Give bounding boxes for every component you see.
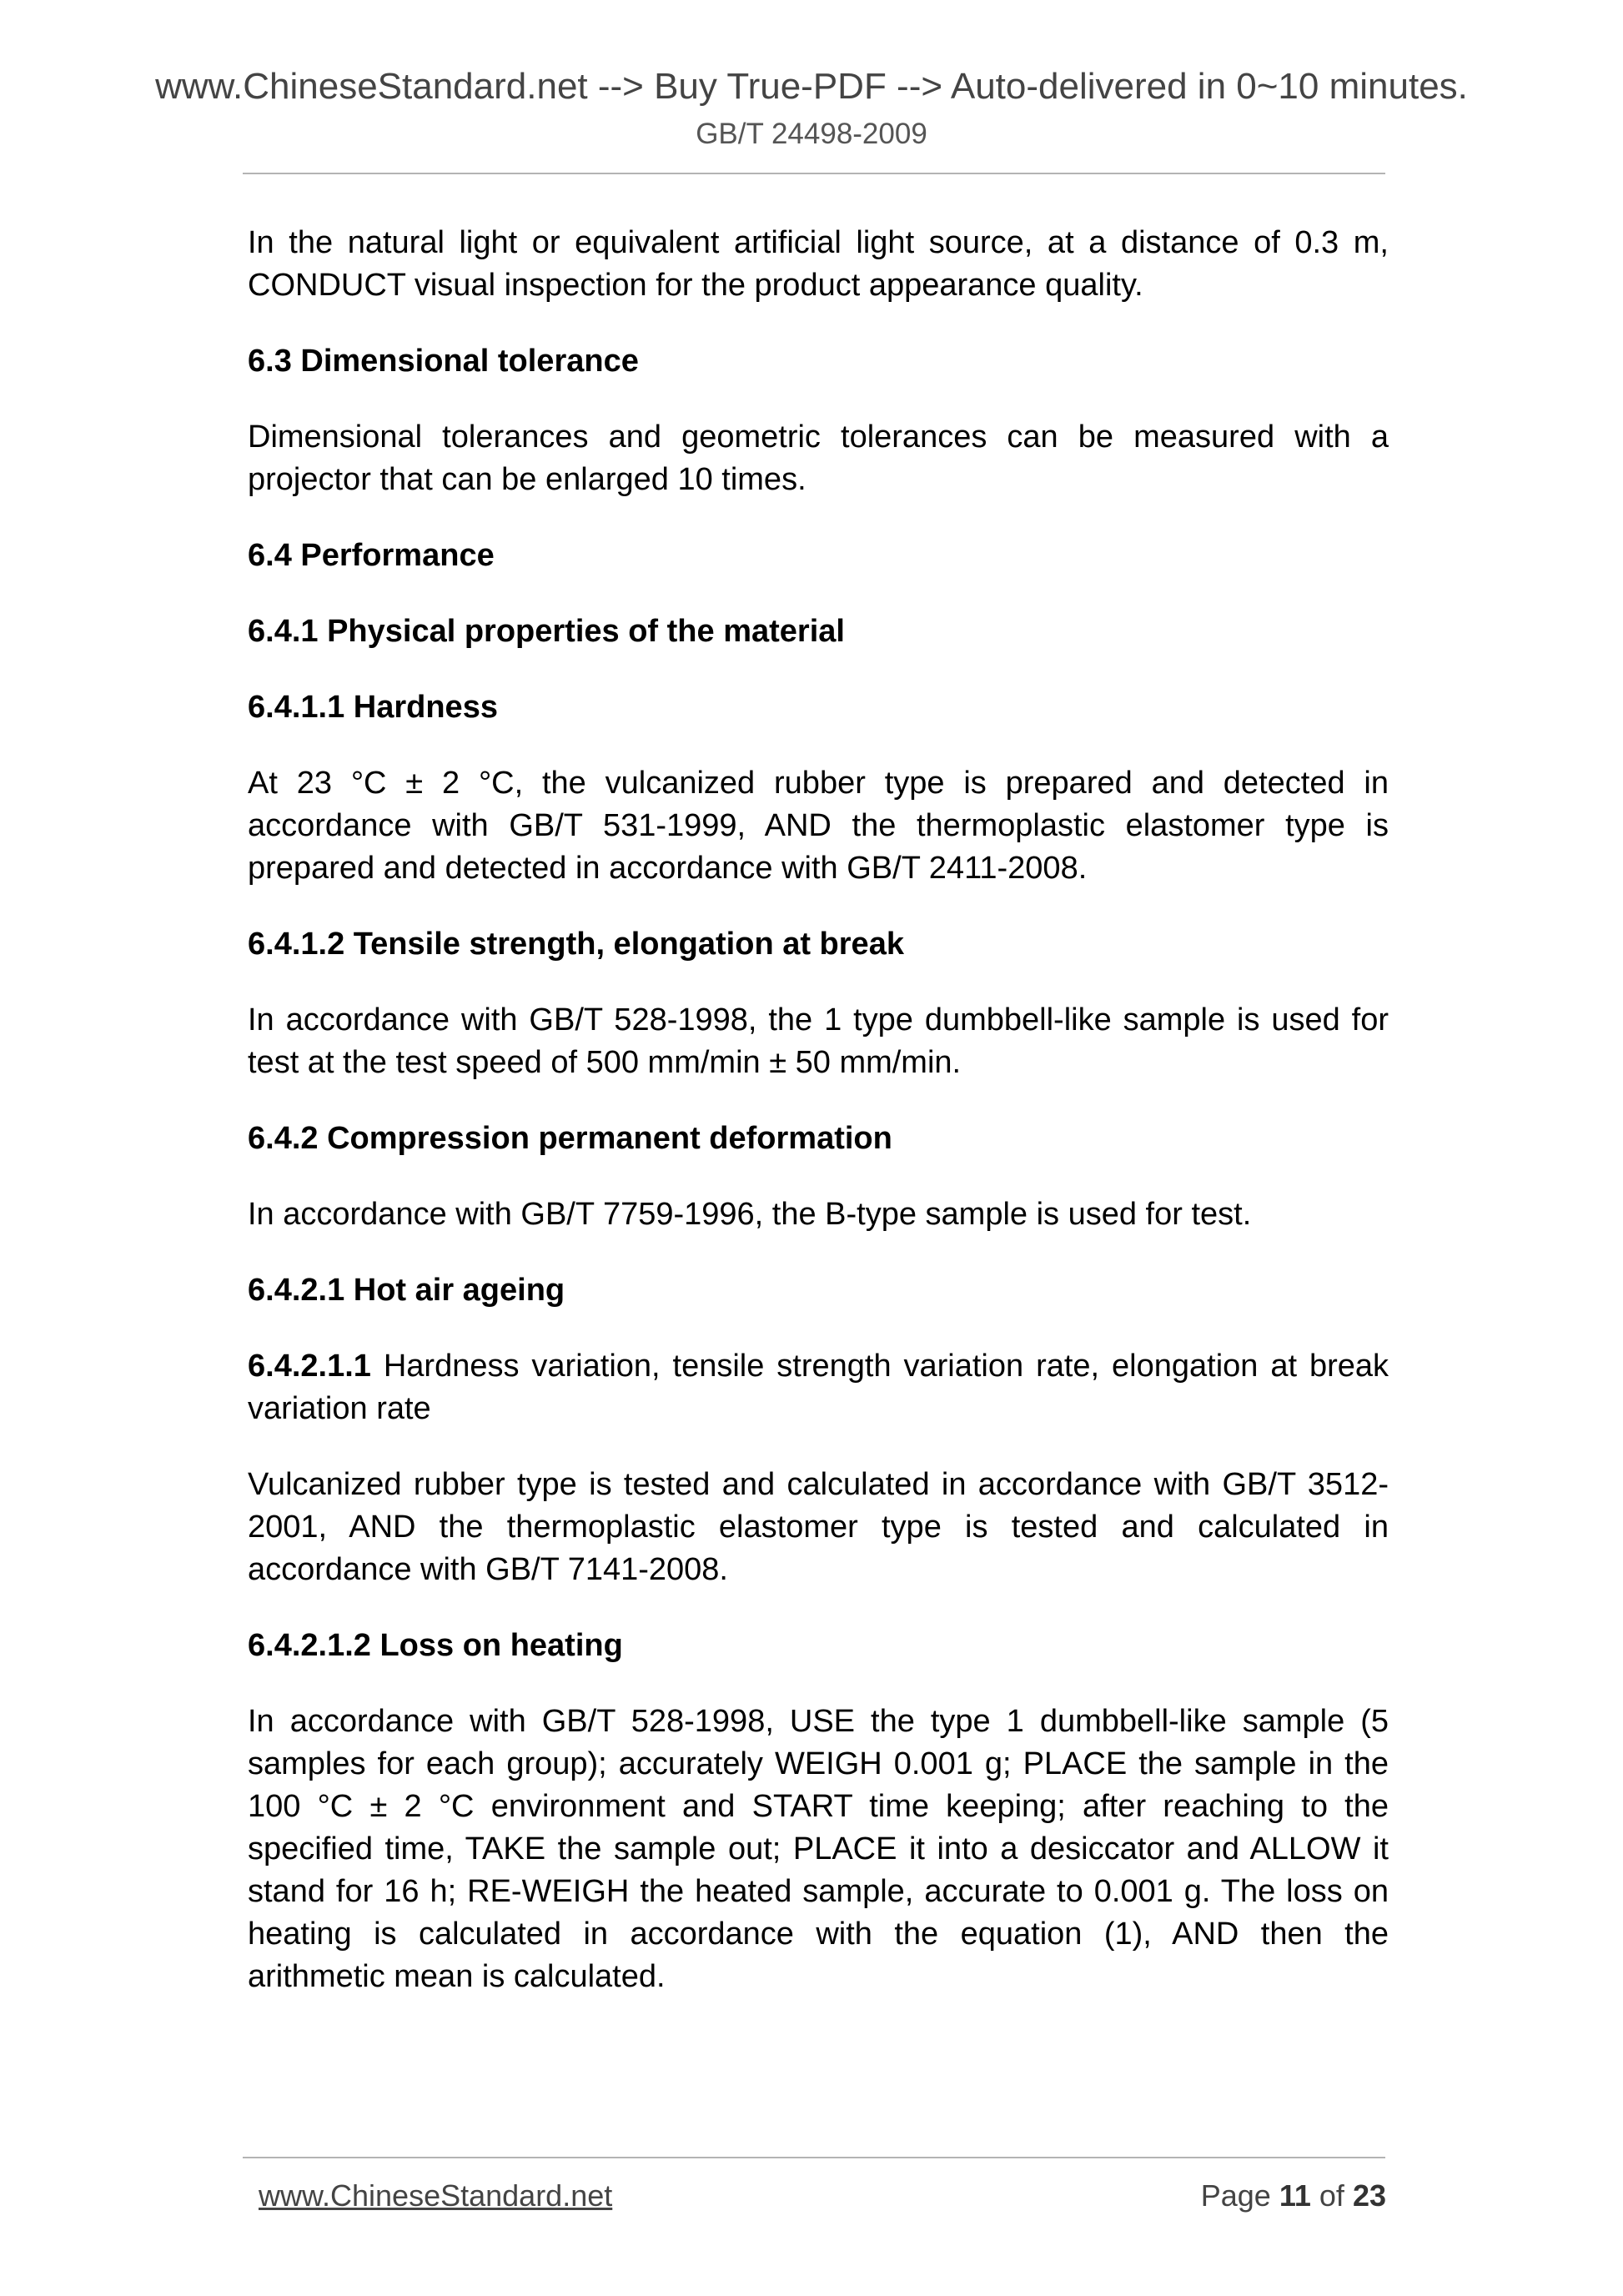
paragraph-6-4-2: In accordance with GB/T 7759-1996, the B-type sample is used for test. — [248, 1197, 1252, 1232]
paragraph-intro: In the natural light or equivalent artificial light source, at a distance of 0.3 m, CONDUCT visual inspection for the product appearance quality. — [248, 225, 1389, 303]
clause-title-6-4-2-1-1: Hardness variation, tensile strength variation rate, elongation at break variation rate — [248, 1349, 1389, 1426]
heading-6-4-1: 6.4.1 Physical properties of the material — [248, 614, 845, 649]
header-banner: www.ChineseStandard.net --> Buy True-PDF --> Auto-delivered in 0~10 minutes. — [155, 66, 1468, 107]
paragraph-6-4-1-1: At 23 °C ± 2 °C, the vulcanized rubber type is prepared and detected in accordance with GB/T 531-1999, AND the thermoplastic elastomer type is prepared and detected in accordance with GB/T 2411-2008. — [248, 766, 1389, 886]
paragraph-6-4-2-1-1-lead — [248, 1345, 1389, 1430]
paragraph-6-4-1-2: In accordance with GB/T 528-1998, the 1 type dumbbell-like sample is used for test at the test speed of 500 mm/min ± 50 mm/min. — [248, 1002, 1389, 1080]
heading-6-4-2-1-2: 6.4.2.1.2 Loss on heating — [248, 1628, 623, 1663]
paragraph-6-4-2-1-2: In accordance with GB/T 528-1998, USE the type 1 dumbbell-like sample (5 samples for each group); accurately WEIGH 0.001 g; PLACE the sample in the 100 °C ± 2 °C environment and START time keeping; after reaching to the specified time, TAKE the sample out; PLACE it into a desiccator and ALLOW it stand for 16 h; RE-WEIGH the heated sample, accurate to 0.001 g. The loss on heating is calculated in accordance with the equation (1), AND then the arithmetic mean is calculated. — [248, 1704, 1389, 1994]
document-body — [248, 222, 1389, 2032]
page-total: 23 — [1352, 2178, 1386, 2213]
page-current: 11 — [1279, 2178, 1311, 2213]
heading-6-4-1-2: 6.4.1.2 Tensile strength, elongation at break — [248, 927, 904, 962]
heading-6-3: 6.3 Dimensional tolerance — [248, 344, 639, 379]
paragraph-6-3: Dimensional tolerances and geometric tolerances can be measured with a projector that can be enlarged 10 times. — [248, 420, 1389, 497]
header-divider — [243, 173, 1385, 174]
heading-6-4-1-1: 6.4.1.1 Hardness — [248, 690, 498, 725]
heading-6-4-2-1: 6.4.2.1 Hot air ageing — [248, 1273, 565, 1308]
page-number — [1201, 2178, 1386, 2214]
footer-website-link[interactable]: www.ChineseStandard.net — [259, 2178, 613, 2213]
page-word: Page — [1200, 2178, 1271, 2213]
heading-6-4: 6.4 Performance — [248, 538, 495, 573]
footer-divider — [243, 2157, 1385, 2158]
paragraph-6-4-2-1-1: Vulcanized rubber type is tested and calculated in accordance with GB/T 3512-2001, AND the thermoplastic elastomer type is tested and calculated in accordance with GB/T 7141-2008. — [248, 1467, 1389, 1587]
heading-6-4-2: 6.4.2 Compression permanent deformation — [248, 1121, 892, 1156]
clause-number-6-4-2-1-1: 6.4.2.1.1 — [248, 1349, 371, 1384]
document-code: GB/T 24498-2009 — [696, 118, 927, 150]
page-of: of — [1319, 2178, 1344, 2213]
